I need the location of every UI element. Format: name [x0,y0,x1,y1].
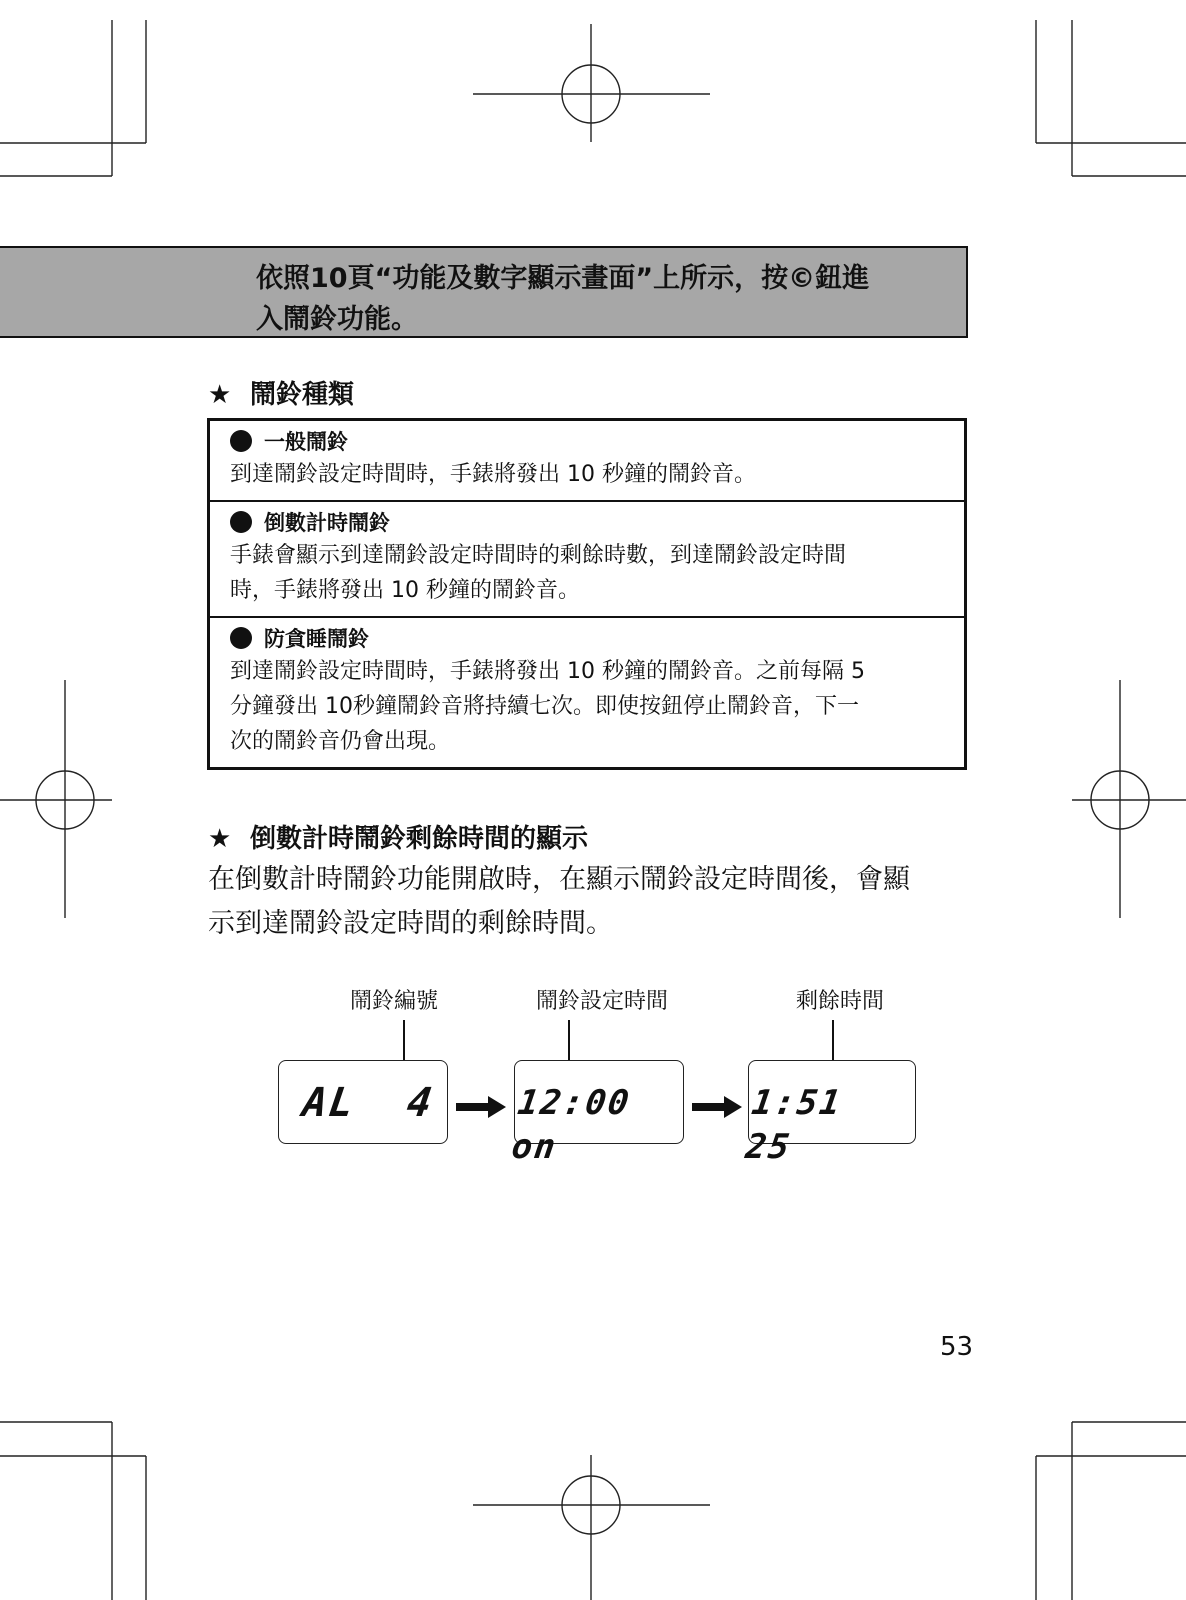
star-icon: ★ [208,380,232,410]
alarm-type-desc: 分鐘發出 10秒鐘鬧鈴音將持續七次。即使按鈕停止鬧鈴音，下一 [230,694,859,719]
alarm-type-name: 倒數計時鬧鈴 [264,511,390,535]
alarm-type-name: 防貪睡鬧鈴 [264,627,369,651]
paragraph-line-1: 在倒數計時鬧鈴功能開啟時，在顯示鬧鈴設定時間後，會顯 [208,864,910,895]
alarm-type-desc: 次的鬧鈴音仍會出現。 [230,729,451,754]
alarm-type-row [210,421,964,500]
alarm-type-name: 一般鬧鈴 [264,430,348,454]
alarm-types-table [207,418,967,770]
alarm-type-desc: 到達鬧鈴設定時間時，手錶將發出 10 秒鐘的鬧鈴音。之前每隔 5 [230,659,865,684]
lcd-display-alarm-number [278,1060,448,1144]
remaining-time-label: 剩餘時間 [795,989,884,1014]
lcd-display-alarm-time [509,1060,684,1167]
alarm-type-desc: 到達鬧鈴設定時間時，手錶將發出 10 秒鐘的鬧鈴音。 [230,462,756,487]
countdown-heading [208,822,588,856]
bullet-icon [230,430,252,452]
alarm-type-row [210,616,964,767]
lcd-text: AL 4 [299,1080,437,1126]
page-number: 53 [940,1332,974,1362]
alarm-types-heading [208,378,354,412]
lcd-text: 1:51 25 [743,1083,845,1167]
alarm-type-row [210,500,964,616]
arrow-right-icon [692,1094,744,1120]
alarm-type-desc: 時，手錶將發出 10 秒鐘的鬧鈴音。 [230,578,580,603]
paragraph-line-2: 示到達鬧鈴設定時間的剩餘時間。 [208,908,613,939]
banner-line-2: 入鬧鈴功能。 [256,304,418,335]
countdown-heading-text: 倒數計時鬧鈴剩餘時間的顯示 [250,824,589,854]
bullet-icon [230,627,252,649]
alarm-type-desc: 手錶會顯示到達鬧鈴設定時間時的剩餘時數，到達鬧鈴設定時間 [230,543,847,568]
alarm-types-heading-text: 鬧鈴種類 [250,380,355,410]
arrow-right-icon [456,1094,508,1120]
instruction-banner-text [256,258,956,340]
countdown-paragraph [208,858,968,946]
star-icon: ★ [208,824,232,854]
banner-line-1: 依照10頁“功能及數字顯示畫面”上所示，按©鈕進 [256,263,870,294]
alarm-number-label: 鬧鈴編號 [349,989,438,1014]
bullet-icon [230,511,252,533]
lcd-text: 12:00 on [509,1083,634,1167]
lcd-display-remaining [743,1060,916,1167]
alarm-time-label: 鬧鈴設定時間 [535,989,668,1014]
